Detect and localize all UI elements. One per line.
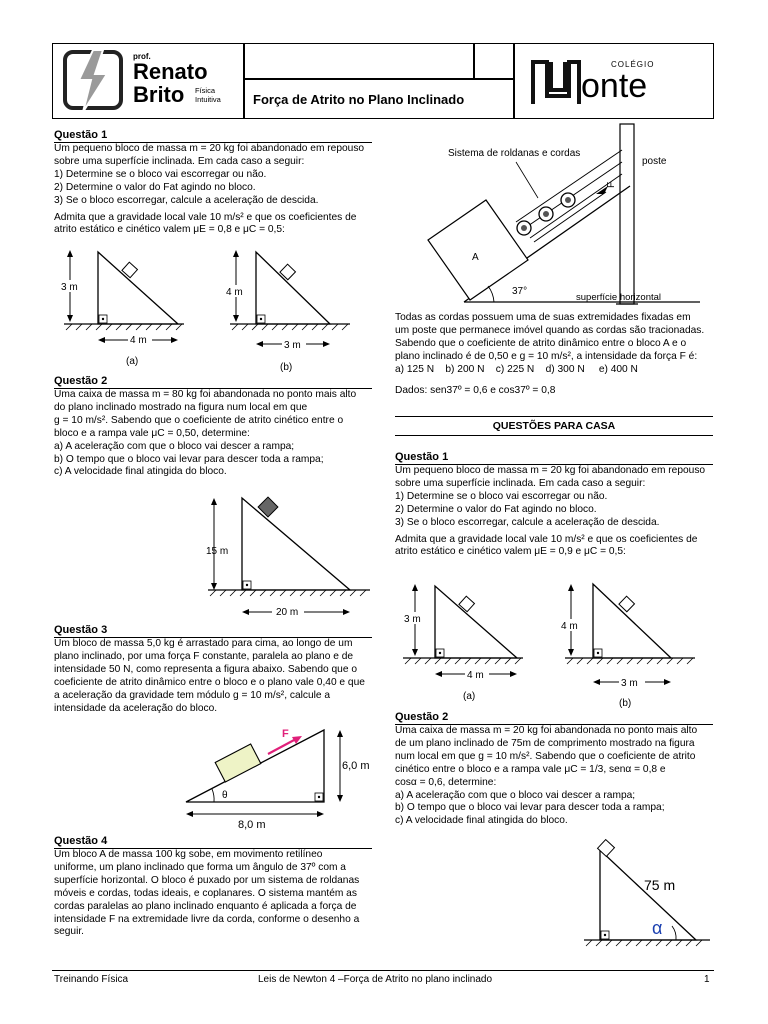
homework-1-text: Um pequeno bloco de massa m = 20 kg foi abandonado em repouso sobre uma superfície inclinada. Em cada caso a seguir: 1) Determine se o bloco vai escorregar ou não. 2) Determine o valor do Fat agindo no bloco. 3) Se o bloco escorregar, calcule a aceleração de descida. Admita que a gravidade local vale 10 m/s² e que os coeficientes de atrito estático e cinético valem μE = 0,9 e μC = 0,5:	[395, 465, 706, 558]
brand-name-1: Renato	[133, 59, 208, 84]
q3-incline-figure	[180, 724, 375, 832]
homework-fig-b-height-label: 4 m	[561, 621, 578, 632]
q3-height-label: 6,0 m	[342, 760, 370, 772]
question-1-text: Um pequeno bloco de massa m = 20 kg foi abandonado em repouso sobre uma superfície inclinada. Em cada caso a seguir: 1) Determine se o bloco vai escorregar ou não. 2) Determine o valor do Fat agindo no bloco. 3) Se o bloco escorregar, calcule a aceleração de descida. Admita que a gravidade local vale 10 m/s² e que os coeficientes de atrito estático e cinético valem μE = 0,8 e μC = 0,5:	[54, 143, 365, 236]
q3-width-label: 8,0 m	[238, 819, 266, 831]
header-divider	[513, 44, 515, 118]
footer-divider	[52, 970, 714, 971]
fig-b-caption: (b)	[280, 362, 293, 373]
question-4-title: Questão 4	[54, 834, 372, 849]
brand-name-2: Brito	[133, 82, 185, 107]
question-4-text: Um bloco A de massa 100 kg sobe, em movimento retilíneo uniforme, um plano inclinado que forma um ângulo de 37º com a superfície horizontal. O bloco é puxado por um sistema de roldanas móveis e cordas, todas ideais, e coplanares. O sistema mantém as cordas paralelas ao plano inclinado enquanto é aplicada a força de intensidade F na extremidade livre da corda, conforme o desenho a seguir.	[54, 849, 360, 938]
fig-a-height-label: 3 m	[61, 282, 78, 293]
homework-fig-a-height-label: 3 m	[404, 614, 421, 625]
footer-left: Treinando Física	[54, 974, 129, 985]
page-number: 1	[704, 974, 710, 985]
footer-center: Leis de Newton 4 –Força de Atrito no plano inclinado	[258, 974, 493, 985]
fig-b-height-label: 4 m	[226, 287, 243, 298]
horizontal-surface-label: superfície horizontal	[576, 292, 662, 303]
fig-b-width-label: 3 m	[284, 340, 301, 351]
homework-2-incline-figure	[580, 838, 714, 960]
question-1-title: Questão 1	[54, 128, 372, 143]
q1-incline-figures	[54, 246, 374, 374]
school-label: COLÉGIO	[611, 60, 655, 69]
school-name: onte	[581, 67, 648, 105]
homework-fig-b-width-label: 3 m	[621, 678, 638, 689]
pulley-system-figure	[420, 122, 720, 312]
q2-incline-figure	[200, 490, 370, 620]
brand-prof: prof.	[133, 52, 151, 61]
page-title: Força de Atrito no Plano Inclinado	[253, 92, 465, 107]
homework-2-length-label: 75 m	[644, 877, 676, 893]
lightning-logo-icon	[63, 50, 127, 112]
header-divider	[243, 44, 245, 118]
q3-angle-label: θ	[222, 790, 228, 801]
homework-fig-a-width-label: 4 m	[467, 670, 484, 681]
brand-tag-2: Intuitiva	[195, 95, 221, 104]
homework-1-title: Questão 1	[395, 450, 713, 465]
q2-width-label: 20 m	[276, 607, 299, 618]
pulley-system-label: Sistema de roldanas e cordas	[448, 148, 581, 159]
pulley-force-label: F	[606, 181, 617, 188]
homework-fig-b-caption: (b)	[619, 698, 632, 709]
q2-height-label: 15 m	[206, 546, 229, 557]
question-2-title: Questão 2	[54, 374, 372, 389]
question-4-continuation: Todas as cordas possuem uma de suas extremidades fixadas em um poste que permanece imóvel quando as cordas são tracionadas. Sabendo que o coeficiente de atrito dinâmico entre o bloco A e o plano inclinado é de 0,50 e g = 10 m/s², a intensidade da força F é: a) 125 N b) 200 N c) 225 N d) 300 N e) 400 N Dados: sen37º = 0,6 e cos37º = 0,8	[395, 312, 713, 397]
homework-2-title: Questão 2	[395, 710, 713, 725]
q3-force-label: F	[282, 728, 289, 740]
answer-options: a) 125 N b) 200 N c) 225 N d) 300 N e) 400 N	[395, 363, 638, 375]
question-3-text: Um bloco de massa 5,0 kg é arrastado para cima, ao longo de um plano inclinado, por uma força F constante, paralela ao plano e de intensidade 50 N, como representa a figura abaixo. Sabendo que o coeficiente de atrito dinâmico entre o bloco e o plano vale 0,40 e que a aceleração da gravidade tem módulo g = 10 m/s², calcule a intensidade da aceleração do bloco.	[54, 638, 365, 714]
homework-section-title: QUESTÕES PARA CASA	[395, 416, 713, 436]
header-divider	[243, 78, 513, 80]
incline-angle-label: 37°	[512, 286, 528, 297]
question-2-text: Uma caixa de massa m = 80 kg foi abandonada no ponto mais alto do plano inclinado mostrado na figura num local em que g = 10 m/s². Sabendo que o coeficiente de atrito cinético entre o bloco e a rampa vale μC = 0,50, determine: a) A aceleração com que o bloco vai descer a rampa; b) O tempo que o bloco vai levar para descer toda a rampa; c) A velocidade final atingida do bloco.	[54, 389, 357, 478]
given-data: Dados: sen37º = 0,6 e cos37º = 0,8	[395, 384, 556, 396]
header-divider	[473, 44, 475, 78]
homework-fig-a-caption: (a)	[463, 691, 476, 702]
school-m-logo-icon	[529, 56, 583, 108]
homework-1-incline-figures	[395, 578, 715, 710]
homework-2-angle-label: α	[652, 918, 663, 938]
post-label: poste	[642, 156, 667, 167]
fig-a-caption: (a)	[126, 356, 139, 367]
fig-a-width-label: 4 m	[130, 335, 147, 346]
homework-2-text: Uma caixa de massa m = 20 kg foi abandonada no ponto mais alto de um plano inclinado de 75m de comprimento mostrado na figura num local em que g = 10 m/s². Sabendo que o coeficiente de atrito cinético entre o bloco e a rampa vale μC = 1/3, senα = 0,8 e cosα = 0,6, determine: a) A aceleração com que o bloco vai descer a rampa; b) O tempo que o bloco vai levar para descer toda a rampa; c) A velocidade final atingida do bloco.	[395, 725, 698, 827]
page-header	[52, 43, 714, 119]
block-a-label: A	[472, 252, 479, 263]
question-3-title: Questão 3	[54, 623, 372, 638]
brand-tag-1: Física	[195, 86, 216, 95]
